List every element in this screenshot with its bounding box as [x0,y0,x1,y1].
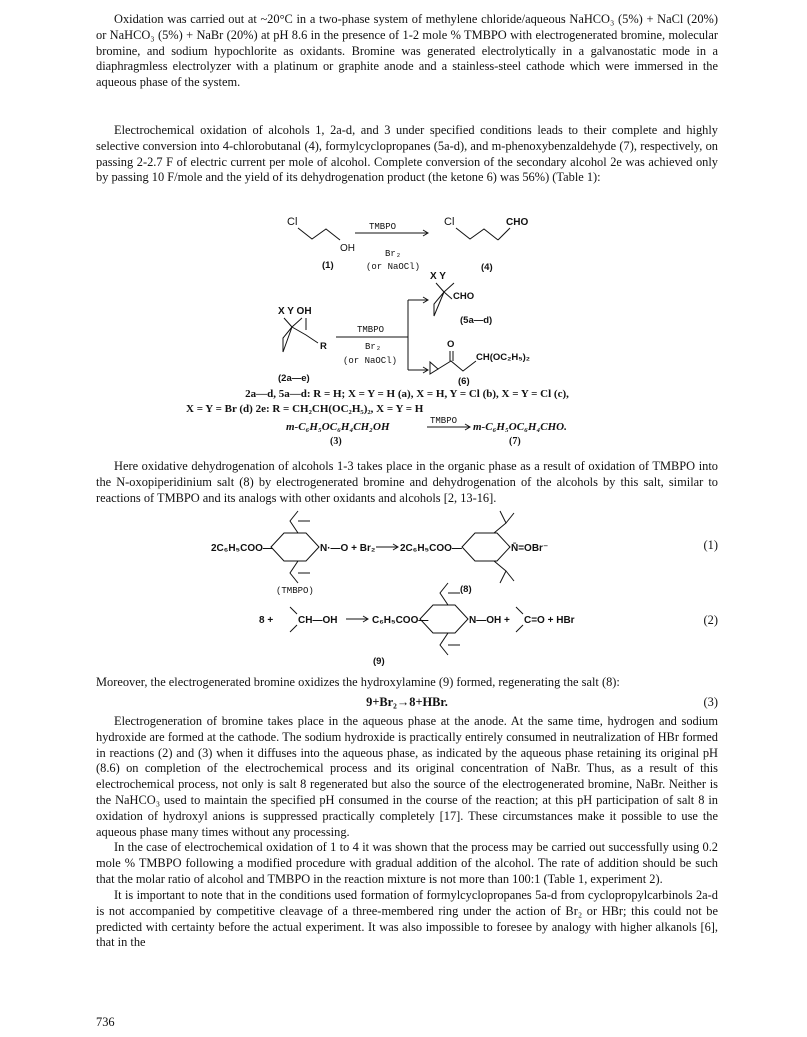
scheme1-label-1: (1) [322,260,334,271]
scheme2-cyclopropane-top [434,292,444,316]
scheme1-br2: Br₂ [385,249,402,259]
scheme-cyclopropylcarbinols [278,271,530,387]
reaction1-label-8: (8) [460,584,472,595]
scheme2-br2: Br₂ [365,342,382,352]
reaction2-eight-plus: 8 + [259,615,274,626]
reaction2-label-9: (9) [373,656,385,667]
paragraph-oxidative-dehydrogenation: Here oxidative dehydrogenation of alcohols 1-3 takes place in the organic phase as a result of oxidation of TMBPO into the N-oxopiperidinium salt (8) by electrogenerated bromine and dehydrogenation of the alcohols by this salt, similar to reactions of TMBPO and its analogs with other oxidants and alcohols [2, 13-16]. [96,459,718,505]
paragraph-formylcyclopropanes: It is important to note that in the conditions used formation of formylcyclopropanes 5a-d from cyclopropylcarbinols 2a-d is not accompanied by competitive cleavage of a three-membered ring under the action of Br₂ or HBr; this could not be predicted with certainty before the actual experiment. It was also impossible to foresee by analogy with higher alkanols [6], that in the [96,888,718,950]
scheme2-label-6: (6) [458,376,470,387]
reaction2-n-oh: N—OH + [469,615,510,626]
scheme1-label-4: (4) [481,262,493,273]
scheme2-naocl: (or NaOCl) [343,356,398,366]
scheme1-naocl: (or NaOCl) [366,262,421,272]
reaction1-left-group: 2C₆H₅COO— [211,543,273,554]
scheme1-cl-right: Cl [444,216,455,228]
page-number: 736 [96,1015,115,1029]
paragraph-electrogeneration: Electrogeneration of bromine takes place in the aqueous phase at the anode. At the same time, hydrogen and sodium hydroxide are formed at the cathode. The sodium hydroxide is practically entirely consumed in neutralization of HBr formed in reactions (2) and (3) when it diffuses into the aqueous phase, as indicated by the aqueous phase retaining its original pH (8.6) on completion of the electrochemical process and its original concentration of NaBr. Thus, as a result of this electrochemical process, not only is salt 8 regenerated but also the source of the electrogenerated bromine, NaBr. Neither is the NaHCO₃ used to maintain the specified pH consumed in the course of the reaction; at this pH participation of salt 8 in oxidation of hydroxyl anions is suppressed practically completely [17]. These circumstances make it possible to use the aqueous phase many times without any processing. [96,714,718,839]
reaction1-label-tmbpo: (TMBPO) [276,586,314,596]
scheme1-arrowhead [423,230,428,236]
scheme2-tmbpo: TMBPO [357,325,385,335]
definitions-line-2: X = Y = Br (d) 2e: R = CH₂CH(OC₂H₅)₂, X = Y = H [186,403,424,415]
reaction2-product-group: C₆H₅COO— [372,615,429,626]
scheme3-label-3: (3) [330,436,342,447]
scheme2-cyclopropane-ketone [430,362,438,374]
paragraph-electrochemical-oxidation: Electrochemical oxidation of alcohols 1, 2a-d, and 3 under specified conditions leads to their complete and highly selective conversion into 4-chlorobutanal (4), formylcyclopropanes (5a-d), and m-phenoxybenzaldehyde (7), respectively, on passing 2-2.7 F of electric current per mole of alcohol. Complete conversion of the secondary alcohol 2e was achieved only by passing 10 F/mole and the yield of its dehydrogenation product (the ketone 6) was 56%) (Table 1): [96,123,718,185]
reaction1-ring-left [271,533,319,561]
scheme2-cho: CHO [453,291,475,302]
scheme2-label-5: (5a—d) [460,315,493,326]
scheme2-ketone-sub: CH(OC₂H₅)₂ [476,352,530,363]
reaction-1-tmbpo-oxidation [211,511,548,596]
reaction1-ring-right [462,533,510,561]
scheme1-oh: OH [340,243,355,254]
equation-number-1: (1) [703,538,718,552]
scheme3-left: m-C₆H₅OC₆H₄CH₂OH [286,421,390,433]
scheme1-cl-left: Cl [287,216,298,228]
scheme2-cyclopropane-left [283,327,292,352]
equation-number-2: (2) [703,613,718,627]
equation-number-3: (3) [703,695,718,709]
scheme1-chain-right [456,228,498,240]
paragraph-hydroxylamine-regeneration: Moreover, the electrogenerated bromine oxidizes the hydroxylamine (9) formed, regenerating the salt (8): [96,675,620,689]
scheme1-cho-bond [498,228,510,240]
scheme3-right: m-C₆H₅OC₆H₄CHO. [473,421,567,433]
scheme2-x-y-top: X Y [430,271,446,282]
reaction1-right-group: 2C₆H₅COO— [400,543,462,554]
scheme1-chain-left [298,228,340,240]
scheme-phenoxybenzyl-alcohol [427,416,470,430]
reaction-3-equation: 9+Br₂→8+HBr. [366,695,448,709]
reaction2-c-o: C=O + HBr [524,615,575,626]
scheme-alcohol-1-to-aldehyde-4 [287,216,528,273]
scheme3-tmbpo: TMBPO [430,416,458,426]
definitions-line-1: 2a—d, 5a—d: R = H; X = Y = H (a), X = H, Y = Cl (b), X = Y = Cl (c), [245,388,569,400]
reaction1-n-obr: N̄=OBr⁻ [511,543,549,554]
scheme2-label-2: (2a—e) [278,373,310,384]
scheme3-label-7: (7) [509,436,521,447]
reaction1-n-o: N·—O + Br₂ [320,543,376,554]
scheme2-ketone-o: O [447,339,455,350]
scheme1-tmbpo: TMBPO [369,222,397,232]
paragraph-oxidation-conditions: Oxidation was carried out at ~20°C in a two-phase system of methylene chloride/aqueous NaHCO₃ (5%) + NaCl (20%) or NaHCO₃ (5%) + NaBr (20%) at pH 8.6 in the presence of 1-2 mole % TMBPO with electrogenerated bromine, molecular bromine, and sodium hypochlorite as oxidants. Bromine was generated electrolytically in a galvanostatic mode in a diaphragmless electrolyzer with a platinum or graphite anode and a stainless-steel cathode which were immersed in the aqueous phase of the system. [96,12,718,90]
scheme2-x-y-oh: X Y OH [278,306,312,317]
reaction2-ring [420,605,468,633]
scheme1-cho: CHO [506,217,529,228]
reaction-2-alcohol-dehydrogenation [259,583,575,667]
scheme2-r: R [320,341,327,352]
reaction2-ch-oh: CH—OH [298,615,338,626]
paragraph-tmbpo-modified-procedure: In the case of electrochemical oxidation of 1 to 4 it was shown that the process may be carried out successfully using 0.2 mole % TMBPO following a modified procedure with gradual addition of the alcohol. The rate of addition should be such that the molar ratio of alcohol and TMBPO in the reaction mixture is not more than 100:1 (Table 1, experiment 2). [96,840,718,886]
